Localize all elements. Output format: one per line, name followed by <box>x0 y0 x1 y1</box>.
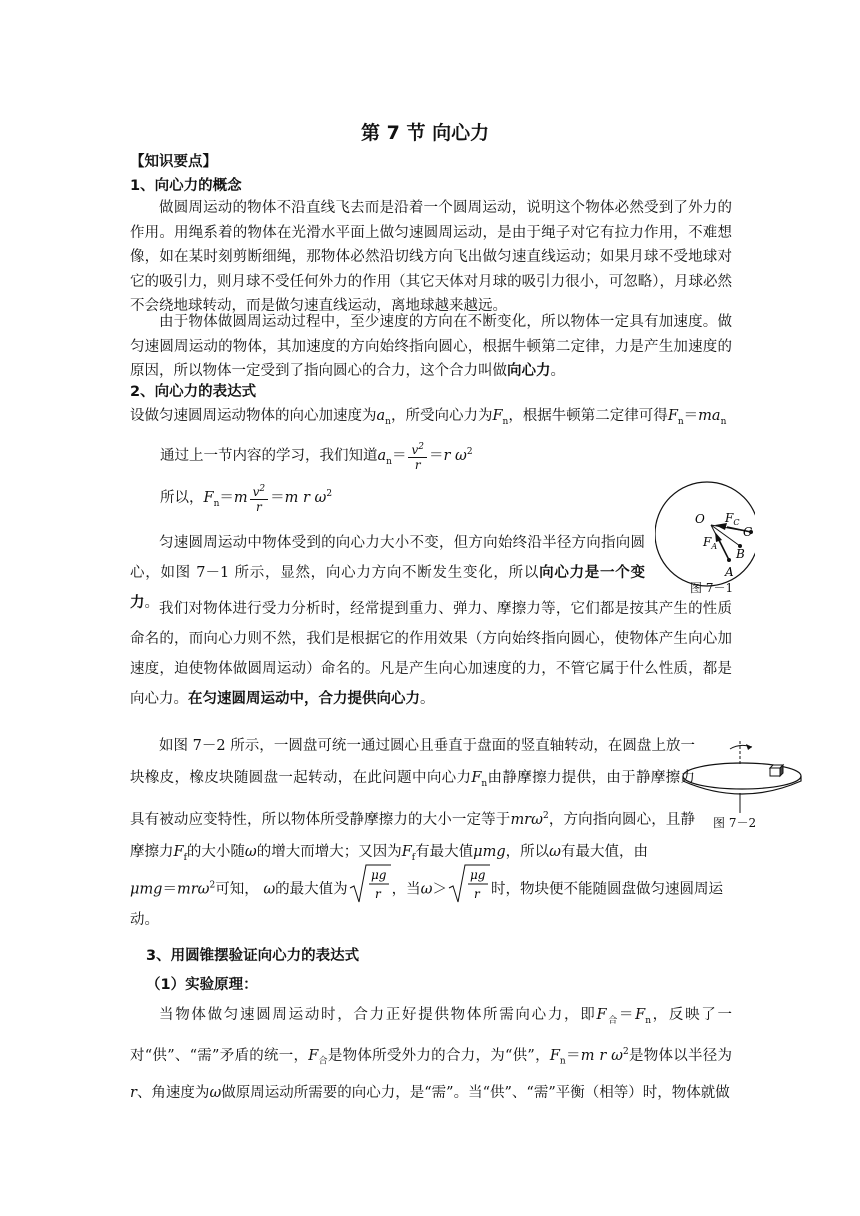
fraction-v2-over-r: $\frac{v^2}{r}$ <box>408 440 427 472</box>
section-1-paragraph-2: 由于物体做圆周运动过程中，至少速度的方向在不断变化，所以物体一定具有加速度。做匀速圆周运动的物体，其加速度的方向始终指向圆心，根据牛顿第二定律，力是产生加速度的原因，所以物体一定受到了指向圆心的合力，这个合力叫做向心力。 <box>130 314 732 379</box>
figure-7-2-disk-diagram <box>680 735 805 815</box>
label-C: C <box>743 525 753 539</box>
svg-text:r: r <box>374 887 381 901</box>
label-A: A <box>725 565 734 579</box>
section-2-paragraph-5: 如图 7－2 所示，一圆盘可统一通过圆心且垂直于盘面的竖直轴转动，在圆盘上放一块橡皮，橡皮块随圆盘一起转动，在此问题中向心力$F_n$由静摩擦力提供，由于静摩擦力具有被动应变特性，所以物体所受静摩擦力的大小一定等于mrω$^2$，方向指向圆心，且静摩擦力$F_f$的大小随ω的增大而增大；又因为$F_f$有最大值μmg，所以ω有最大值，由 <box>130 738 696 863</box>
figure-7-1-caption: 图 7－1 <box>690 581 734 595</box>
section-1-paragraph-1: 做圆周运动的物体不沿直线飞去而是沿着一个圆周运动，说明这个物体必然受到了外力的作用。用绳系着的物体在光滑水平面上做匀速圆周运动，是由于绳子对它有拉力作用，不难想像，如在某时刻剪断细绳，那物体必然沿切线方向飞出做匀速直线运动；如果月球不受地球对它的吸引力，则月球不受任何外力的作用（其它天体对月球的吸引力很小，可忽略），月球必然不会绕地球转动，而是做匀速直线运动，离地球越来越远。 <box>130 200 732 314</box>
section-2-paragraph-4: 我们对物体进行受力分析时，经常提到重力、弹力、摩擦力等，它们都是按其产生的性质命名的，而向心力则不然，我们是根据它的作用效果（方向始终指向圆心，使物体产生向心加速度，迫使物体做圆周运动）命名的。凡是产生向心加速度的力，不管它属于什么性质，都是向心力。在匀速圆周运动中，合力提供向心力。 <box>130 601 732 707</box>
svg-text:r: r <box>474 887 480 901</box>
svg-text:μg: μg <box>470 868 486 882</box>
figure-7-2-caption: 图 7－2 <box>713 816 757 830</box>
svg-text:μg: μg <box>370 868 387 882</box>
section-2-line-1: 设做匀速圆周运动物体的向心加速度为$a_n$，所受向心力为$F_n$，根据牛顿第二定律可得$F_n=ma_n$ <box>130 408 727 427</box>
fraction-v2-over-r-2: $\frac{v^2}{r}$ <box>250 482 269 514</box>
section-2-paragraph-3: 匀速圆周运动中物体受到的向心力大小不变，但方向始终沿半径方向指向圆心，如图 7－1 所示，显然，向心力方向不断发生变化，所以向心力是一个变力。 <box>130 535 645 611</box>
label-FC: $F_C$ <box>725 511 740 527</box>
section-2-line-max-omega: μmg＝mrω$^2$可知， ω的最大值为 μg r ，当ω＞ μg r 时，物块便不能随圆盘做匀速圆周运 <box>130 862 723 917</box>
knowledge-header: 【知识要点】 <box>130 154 217 170</box>
section-2-line-end: 动。 <box>130 912 159 928</box>
page-title: 第 7 节 向心力 <box>361 122 490 144</box>
sqrt-mu-g-over-r <box>348 862 392 917</box>
section-3-heading: 3、用圆锥摆验证向心力的表达式 <box>146 948 360 964</box>
label-FA: $F_A$ <box>703 535 718 551</box>
section-3-subheading: （1）实验原理： <box>146 977 258 993</box>
section-3-paragraph: 当物体做匀速圆周运动时，合力正好提供物体所需向心力，即$F_合=F_n$，反映了一对“供”、“需”矛盾的统一，$F_合$是物体所受外力的合力，为“供”，$F_n=m$ r $\omega^2$是物体以半径为r、角速度为ω做原周运动所需要的向心力，是“需”。当“供”、“需”平衡（相等）时，物体就做 <box>130 1007 733 1101</box>
label-O: O <box>695 512 705 526</box>
section-2-heading: 2、向心力的表达式 <box>130 384 257 400</box>
section-2-line-3: 所以，$F_n=m$ $\frac{v^2}{r}$ ＝m r $\omega^2$ <box>160 484 333 514</box>
sqrt-mu-g-over-r-2 <box>447 862 491 917</box>
section-1-heading: 1、向心力的概念 <box>130 178 242 194</box>
label-B: B <box>736 547 745 561</box>
section-2-line-2: 通过上一节内容的学习，我们知道$a_n=$ $\frac{v^2}{r}$ ＝r $\omega^2$ <box>160 442 473 472</box>
